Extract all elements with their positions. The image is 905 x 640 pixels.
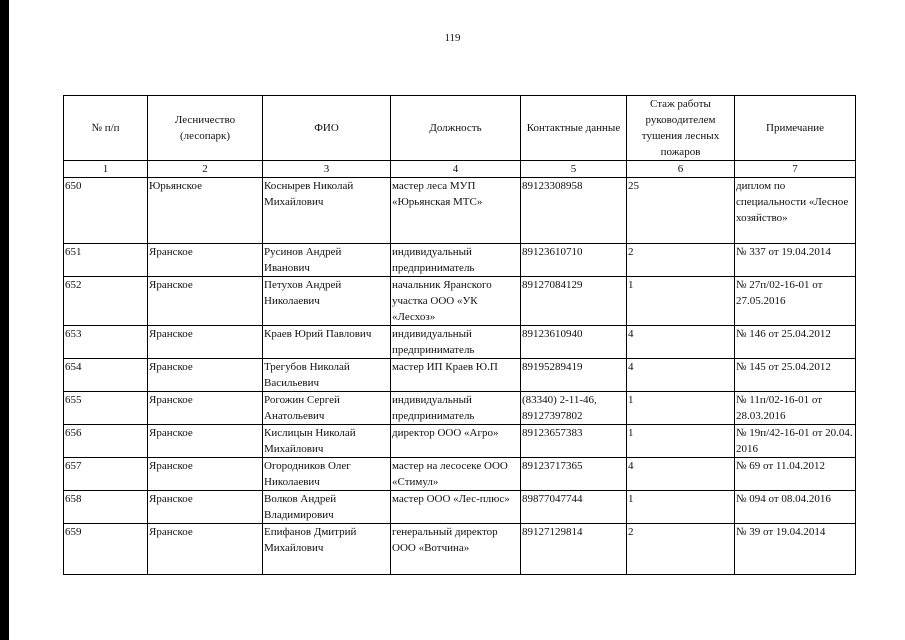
cell-full-name: Епифанов Дмитрий Михайлович (263, 524, 391, 575)
cell-note: № 69 от 11.04.2012 (735, 458, 856, 491)
cell-forestry: Яранское (148, 524, 263, 575)
page-number: 119 (444, 32, 461, 44)
cell-contacts: (83340) 2-11-46, 89127397802 (521, 392, 627, 425)
cell-full-name: Огородников Олег Николаевич (263, 458, 391, 491)
table-row (64, 491, 856, 524)
cell-contacts: 89123717365 (521, 458, 627, 491)
cell-forestry: Яранское (148, 244, 263, 277)
cell-number: 656 (64, 425, 148, 458)
table-row (64, 277, 856, 326)
column-number: 6 (627, 161, 735, 178)
cell-number: 653 (64, 326, 148, 359)
cell-note: № 11п/02-16-01 от 28.03.2016 (735, 392, 856, 425)
cell-position: мастер ООО «Лес-плюс» (391, 491, 521, 524)
header-contacts: Контактные данные (521, 96, 627, 161)
cell-position: индивидуальный предприниматель (391, 326, 521, 359)
cell-contacts: 89123308958 (521, 178, 627, 244)
cell-forestry: Яранское (148, 425, 263, 458)
fire-chief-registry-table (63, 95, 856, 575)
cell-experience: 4 (627, 359, 735, 392)
cell-contacts: 89123610940 (521, 326, 627, 359)
column-number: 5 (521, 161, 627, 178)
cell-full-name: Русинов Андрей Иванович (263, 244, 391, 277)
scan-edge-bar (0, 0, 9, 640)
cell-forestry: Яранское (148, 359, 263, 392)
column-number-row (64, 161, 856, 178)
cell-position: начальник Яранского участка ООО «УК «Лесхоз» (391, 277, 521, 326)
cell-number: 657 (64, 458, 148, 491)
cell-full-name: Кислицын Николай Михайлович (263, 425, 391, 458)
cell-full-name: Трегубов Николай Васильевич (263, 359, 391, 392)
cell-number: 655 (64, 392, 148, 425)
cell-full-name: Волков Андрей Владимирович (263, 491, 391, 524)
table-header-row (64, 96, 856, 161)
cell-forestry: Яранское (148, 392, 263, 425)
cell-number: 652 (64, 277, 148, 326)
cell-note: № 39 от 19.04.2014 (735, 524, 856, 575)
cell-full-name: Коснырев Николай Михайлович (263, 178, 391, 244)
cell-note: № 145 от 25.04.2012 (735, 359, 856, 392)
cell-position: мастер на лесосеке ООО «Стимул» (391, 458, 521, 491)
table-row (64, 458, 856, 491)
cell-forestry: Яранское (148, 326, 263, 359)
cell-experience: 1 (627, 277, 735, 326)
cell-experience: 4 (627, 326, 735, 359)
cell-experience: 2 (627, 244, 735, 277)
cell-position: индивидуальный предприниматель (391, 392, 521, 425)
column-number: 2 (148, 161, 263, 178)
cell-experience: 1 (627, 392, 735, 425)
cell-position: мастер ИП Краев Ю.П (391, 359, 521, 392)
cell-number: 654 (64, 359, 148, 392)
cell-number: 658 (64, 491, 148, 524)
column-number: 7 (735, 161, 856, 178)
column-number: 1 (64, 161, 148, 178)
header-position: Должность (391, 96, 521, 161)
cell-position: генеральный директор ООО «Вотчина» (391, 524, 521, 575)
cell-full-name: Краев Юрий Павлович (263, 326, 391, 359)
cell-contacts: 89123657383 (521, 425, 627, 458)
column-number: 3 (263, 161, 391, 178)
table-row (64, 392, 856, 425)
table-row (64, 425, 856, 458)
cell-contacts: 89127129814 (521, 524, 627, 575)
cell-position: индивидуальный предприниматель (391, 244, 521, 277)
header-experience: Стаж работы руководителем тушения лесных пожаров (627, 96, 735, 161)
cell-forestry: Яранское (148, 277, 263, 326)
cell-contacts: 89877047744 (521, 491, 627, 524)
cell-note: № 19п/42-16-01 от 20.04. 2016 (735, 425, 856, 458)
column-number: 4 (391, 161, 521, 178)
cell-contacts: 89123610710 (521, 244, 627, 277)
table-row (64, 244, 856, 277)
cell-forestry: Юрьянское (148, 178, 263, 244)
cell-full-name: Петухов Андрей Николаевич (263, 277, 391, 326)
cell-experience: 1 (627, 425, 735, 458)
table-row (64, 359, 856, 392)
table-row (64, 178, 856, 244)
cell-note: № 337 от 19.04.2014 (735, 244, 856, 277)
cell-forestry: Яранское (148, 491, 263, 524)
header-forestry: Лесничество (лесопарк) (148, 96, 263, 161)
cell-note: № 094 от 08.04.2016 (735, 491, 856, 524)
cell-position: мастер леса МУП «Юрьянская МТС» (391, 178, 521, 244)
header-number: № п/п (64, 96, 148, 161)
cell-contacts: 89195289419 (521, 359, 627, 392)
cell-contacts: 89127084129 (521, 277, 627, 326)
cell-note: диплом по специальности «Лесное хозяйство» (735, 178, 856, 244)
table-row (64, 524, 856, 575)
cell-note: № 146 от 25.04.2012 (735, 326, 856, 359)
cell-number: 650 (64, 178, 148, 244)
table-row (64, 326, 856, 359)
header-note: Примечание (735, 96, 856, 161)
header-full-name: ФИО (263, 96, 391, 161)
cell-experience: 4 (627, 458, 735, 491)
cell-position: директор ООО «Агро» (391, 425, 521, 458)
cell-experience: 1 (627, 491, 735, 524)
cell-forestry: Яранское (148, 458, 263, 491)
cell-full-name: Рогожин Сергей Анатольевич (263, 392, 391, 425)
cell-number: 659 (64, 524, 148, 575)
cell-note: № 27п/02-16-01 от 27.05.2016 (735, 277, 856, 326)
cell-experience: 2 (627, 524, 735, 575)
cell-number: 651 (64, 244, 148, 277)
cell-experience: 25 (627, 178, 735, 244)
